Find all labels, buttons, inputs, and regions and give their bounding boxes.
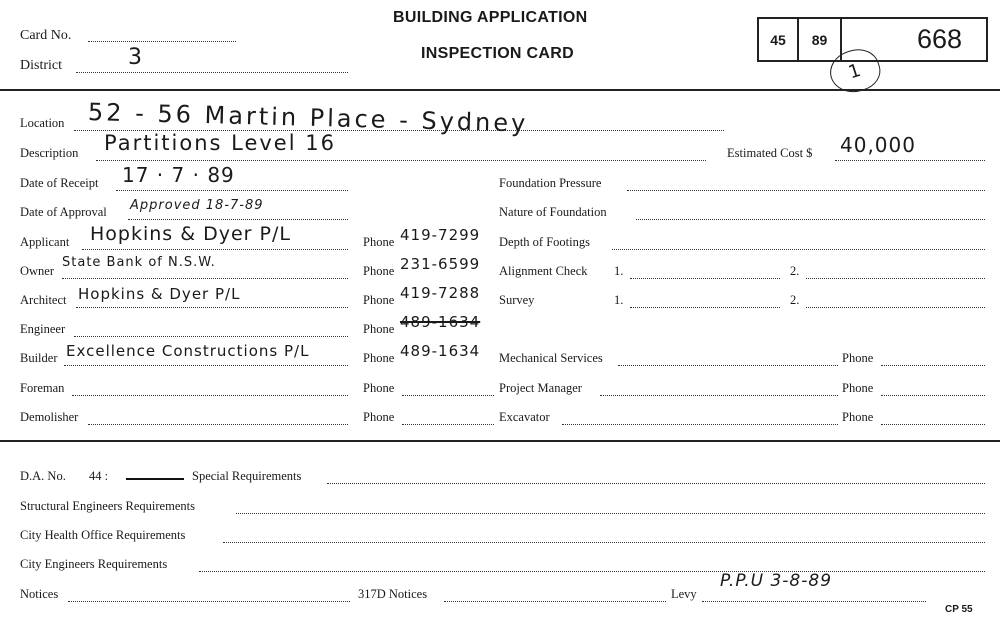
box-code-2: 89 xyxy=(799,19,842,60)
project-manager-label: Project Manager xyxy=(499,381,582,395)
engineer-phone-struck: 489-1634 xyxy=(400,313,481,331)
builder-phone: 489-1634 xyxy=(400,342,481,360)
form-title-line2: INSPECTION CARD xyxy=(421,45,574,62)
survey-label: Survey xyxy=(499,293,535,307)
nature-foundation-line xyxy=(636,219,985,220)
alignment-line-1 xyxy=(630,278,780,279)
survey-num-1: 1. xyxy=(614,293,624,307)
owner-value: State Bank of N.S.W. xyxy=(62,255,216,270)
phone-label-architect: Phone xyxy=(363,293,395,307)
phone-label-builder: Phone xyxy=(363,351,395,365)
description-value: Partitions Level 16 xyxy=(104,131,336,155)
survey-line-1 xyxy=(630,307,780,308)
notices-317d-line xyxy=(444,601,666,602)
card-no-label: Card No. xyxy=(20,28,72,43)
builder-line xyxy=(64,365,348,366)
applicant-phone: 419-7299 xyxy=(400,226,481,244)
foundation-pressure-label: Foundation Pressure xyxy=(499,176,602,190)
foundation-pressure-line xyxy=(627,190,985,191)
demolisher-label: Demolisher xyxy=(20,410,79,424)
card-no-line xyxy=(88,41,236,42)
structural-line xyxy=(236,513,985,514)
project-manager-line xyxy=(600,395,838,396)
owner-phone: 231-6599 xyxy=(400,255,481,273)
depth-footings-label: Depth of Footings xyxy=(499,235,590,249)
date-receipt-value: 17 · 7 · 89 xyxy=(122,163,235,187)
alignment-check-label: Alignment Check xyxy=(499,264,588,278)
health-line xyxy=(223,542,985,543)
date-receipt-label: Date of Receipt xyxy=(20,176,99,190)
architect-value: Hopkins & Dyer P/L xyxy=(78,285,241,303)
form-title-line1: BUILDING APPLICATION xyxy=(393,9,588,26)
estimated-cost-value: 40,000 xyxy=(840,133,916,157)
engineer-label: Engineer xyxy=(20,322,66,336)
demolisher-line xyxy=(88,424,348,425)
excavator-line xyxy=(562,424,838,425)
city-engineers-label: City Engineers Requirements xyxy=(20,557,168,571)
project-manager-phone-line xyxy=(881,395,985,396)
phone-label-foreman: Phone xyxy=(363,381,395,395)
mechanical-services-line xyxy=(618,365,838,366)
card-number: 668 xyxy=(916,24,962,54)
date-approval-label: Date of Approval xyxy=(20,205,107,219)
location-label: Location xyxy=(20,116,65,130)
date-receipt-line xyxy=(116,190,348,191)
survey-num-2: 2. xyxy=(790,293,800,307)
phone-label-excavator: Phone xyxy=(842,410,874,424)
levy-line xyxy=(702,601,926,602)
da-no-label: D.A. No. xyxy=(20,469,66,483)
district-value: 3 xyxy=(128,45,143,70)
engineer-line xyxy=(74,336,348,337)
nature-foundation-label: Nature of Foundation xyxy=(499,205,607,219)
owner-line xyxy=(62,278,348,279)
excavator-phone-line xyxy=(881,424,985,425)
special-requirements-line xyxy=(327,483,985,484)
notices-label: Notices xyxy=(20,587,59,601)
architect-line xyxy=(76,307,348,308)
alignment-num-2: 2. xyxy=(790,264,800,278)
health-label: City Health Office Requirements xyxy=(20,528,186,542)
date-approval-line xyxy=(128,219,348,220)
builder-label: Builder xyxy=(20,351,58,365)
da-no-value: 44 : xyxy=(89,469,109,483)
description-line xyxy=(96,160,706,161)
architect-phone: 419-7288 xyxy=(400,284,481,302)
alignment-line-2 xyxy=(806,278,985,279)
mechanical-services-label: Mechanical Services xyxy=(499,351,603,365)
survey-line-2 xyxy=(806,307,985,308)
phone-label-applicant: Phone xyxy=(363,235,395,249)
estimated-cost-label: Estimated Cost $ xyxy=(727,146,813,160)
depth-footings-line xyxy=(612,249,985,250)
header-divider xyxy=(0,89,1000,91)
date-approval-value: Approved 18-7-89 xyxy=(130,198,264,213)
district-line xyxy=(76,72,348,73)
da-no-dash xyxy=(126,478,184,480)
notices-317d-label: 317D Notices xyxy=(358,587,428,601)
demolisher-phone-line xyxy=(402,424,494,425)
box-code-1: 45 xyxy=(759,19,799,60)
mechanical-phone-line xyxy=(881,365,985,366)
applicant-label: Applicant xyxy=(20,235,70,249)
applicant-value: Hopkins & Dyer P/L xyxy=(90,223,291,245)
levy-label: Levy xyxy=(671,587,697,601)
fields-divider xyxy=(0,440,1000,442)
notices-line xyxy=(68,601,350,602)
district-label: District xyxy=(20,58,62,73)
phone-label-demolisher: Phone xyxy=(363,410,395,424)
description-label: Description xyxy=(20,146,79,160)
phone-label-project-manager: Phone xyxy=(842,381,874,395)
location-value: 52 - 56 Martin Place - Sydney xyxy=(87,98,529,138)
alignment-num-1: 1. xyxy=(614,264,624,278)
form-code: CP 55 xyxy=(945,604,973,615)
builder-value: Excellence Constructions P/L xyxy=(66,342,310,360)
structural-label: Structural Engineers Requirements xyxy=(20,499,195,513)
foreman-line xyxy=(72,395,348,396)
architect-label: Architect xyxy=(20,293,67,307)
phone-label-owner: Phone xyxy=(363,264,395,278)
phone-label-mechanical: Phone xyxy=(842,351,874,365)
circled-mark-text: 1 xyxy=(845,59,865,83)
excavator-label: Excavator xyxy=(499,410,550,424)
special-requirements-label: Special Requirements xyxy=(192,469,302,483)
city-engineers-line xyxy=(199,571,985,572)
foreman-label: Foreman xyxy=(20,381,65,395)
applicant-line xyxy=(82,249,348,250)
foreman-phone-line xyxy=(402,395,494,396)
owner-label: Owner xyxy=(20,264,55,278)
phone-label-engineer: Phone xyxy=(363,322,395,336)
levy-value: P.P.U 3-8-89 xyxy=(720,571,833,591)
estimated-cost-line xyxy=(835,160,985,161)
